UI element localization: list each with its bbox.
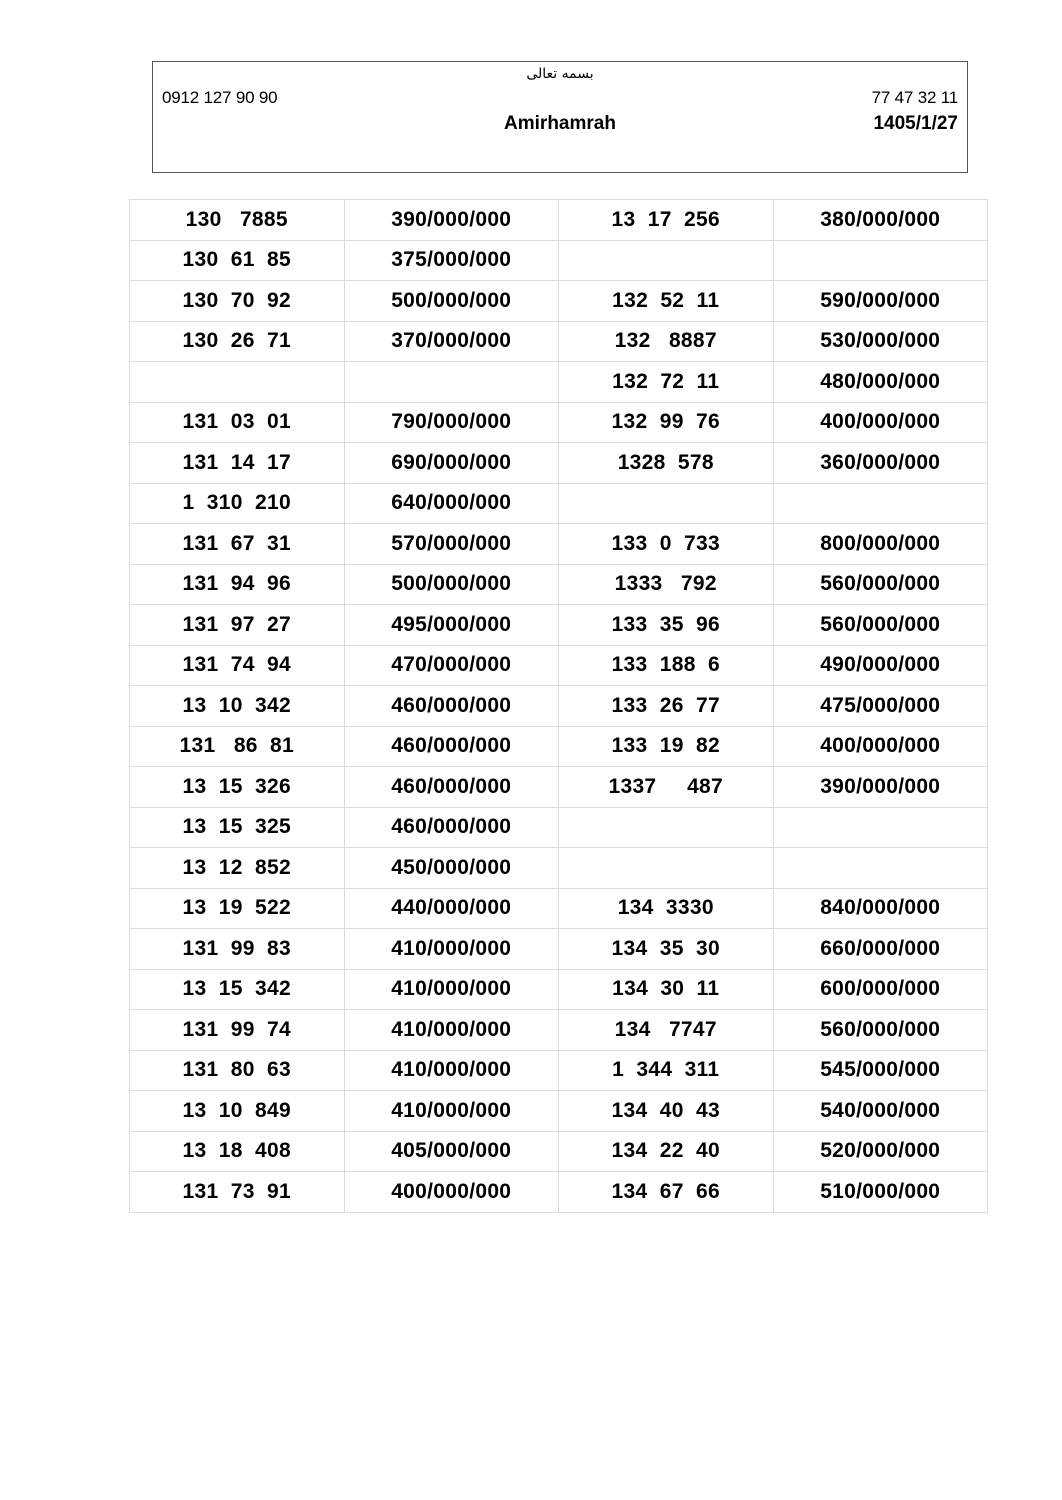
- table-row: [130, 1050, 988, 1091]
- price-cell: 390/000/000: [773, 767, 988, 808]
- table-row: [130, 362, 988, 403]
- price-cell: 570/000/000: [344, 524, 559, 565]
- phone-number-cell: 1333 792: [559, 564, 774, 605]
- table-row: [130, 524, 988, 565]
- phone-number-cell: 131 86 81: [130, 726, 345, 767]
- price-cell: 360/000/000: [773, 443, 988, 484]
- header-box: [152, 61, 968, 173]
- phone-number-cell: 13 12 852: [130, 848, 345, 889]
- price-cell: 800/000/000: [773, 524, 988, 565]
- basmala-heading: بسمه تعالی: [526, 66, 594, 82]
- price-cell: 840/000/000: [773, 888, 988, 929]
- table-row: [130, 1131, 988, 1172]
- phone-number-cell: 131 74 94: [130, 645, 345, 686]
- price-cell: 460/000/000: [344, 686, 559, 727]
- sim-number-price-table: [129, 199, 988, 1213]
- price-cell: 400/000/000: [773, 726, 988, 767]
- phone-number-cell: 13 15 326: [130, 767, 345, 808]
- price-cell: 600/000/000: [773, 969, 988, 1010]
- table-row: [130, 1010, 988, 1051]
- price-cell: 545/000/000: [773, 1050, 988, 1091]
- phone-number-cell: 134 3330: [559, 888, 774, 929]
- phone-number-cell: 131 14 17: [130, 443, 345, 484]
- phone-number-cell: 133 26 77: [559, 686, 774, 727]
- price-cell: 640/000/000: [344, 483, 559, 524]
- price-cell: 470/000/000: [344, 645, 559, 686]
- price-cell: [773, 848, 988, 889]
- table-row: [130, 1091, 988, 1132]
- table-row: [130, 321, 988, 362]
- phone-number-cell: 13 15 325: [130, 807, 345, 848]
- table-row: [130, 726, 988, 767]
- phone-number-cell: 134 67 66: [559, 1172, 774, 1213]
- phone-number-cell: 1337 487: [559, 767, 774, 808]
- table-row: [130, 888, 988, 929]
- phone-number-cell: 13 17 256: [559, 200, 774, 241]
- table-row: [130, 564, 988, 605]
- phone-number-cell: 13 18 408: [130, 1131, 345, 1172]
- phone-number-cell: [559, 848, 774, 889]
- price-cell: 400/000/000: [773, 402, 988, 443]
- phone-number-cell: 131 67 31: [130, 524, 345, 565]
- price-cell: 400/000/000: [344, 1172, 559, 1213]
- price-cell: 790/000/000: [344, 402, 559, 443]
- price-cell: 440/000/000: [344, 888, 559, 929]
- table-row: [130, 240, 988, 281]
- phone-number-cell: 134 30 11: [559, 969, 774, 1010]
- phone-number-cell: 131 73 91: [130, 1172, 345, 1213]
- price-cell: [773, 240, 988, 281]
- price-cell: 405/000/000: [344, 1131, 559, 1172]
- table-row: [130, 605, 988, 646]
- price-cell: 520/000/000: [773, 1131, 988, 1172]
- price-cell: 660/000/000: [773, 929, 988, 970]
- price-cell: 370/000/000: [344, 321, 559, 362]
- phone-number-cell: 130 7885: [130, 200, 345, 241]
- phone-number-cell: 134 7747: [559, 1010, 774, 1051]
- table-row: [130, 686, 988, 727]
- price-cell: 450/000/000: [344, 848, 559, 889]
- phone-number-cell: 131 97 27: [130, 605, 345, 646]
- phone-number-cell: 133 0 733: [559, 524, 774, 565]
- table-row: [130, 807, 988, 848]
- phone-number-cell: [130, 362, 345, 403]
- price-cell: [344, 362, 559, 403]
- phone-number-cell: 1 344 311: [559, 1050, 774, 1091]
- price-cell: 380/000/000: [773, 200, 988, 241]
- phone-number-cell: 132 99 76: [559, 402, 774, 443]
- phone-number-cell: 13 10 849: [130, 1091, 345, 1132]
- price-cell: 500/000/000: [344, 564, 559, 605]
- price-cell: 410/000/000: [344, 969, 559, 1010]
- phone-number-cell: 130 26 71: [130, 321, 345, 362]
- price-cell: 590/000/000: [773, 281, 988, 322]
- phone-number-cell: 131 03 01: [130, 402, 345, 443]
- price-cell: 410/000/000: [344, 1091, 559, 1132]
- phone-number-cell: 131 80 63: [130, 1050, 345, 1091]
- phone-number-cell: 13 10 342: [130, 686, 345, 727]
- price-cell: 475/000/000: [773, 686, 988, 727]
- phone-number-cell: 1 310 210: [130, 483, 345, 524]
- phone-number-cell: 131 99 74: [130, 1010, 345, 1051]
- phone-number-cell: 134 35 30: [559, 929, 774, 970]
- price-cell: 460/000/000: [344, 767, 559, 808]
- table-row: [130, 281, 988, 322]
- phone-number-cell: 13 19 522: [130, 888, 345, 929]
- table-row: [130, 1172, 988, 1213]
- table-row: [130, 402, 988, 443]
- phone-number-cell: 130 61 85: [130, 240, 345, 281]
- phone-number-cell: 13 15 342: [130, 969, 345, 1010]
- phone-number-cell: 133 188 6: [559, 645, 774, 686]
- price-cell: [773, 807, 988, 848]
- price-cell: 460/000/000: [344, 807, 559, 848]
- phone-number-cell: 132 72 11: [559, 362, 774, 403]
- phone-number-cell: 130 70 92: [130, 281, 345, 322]
- phone-number-cell: 131 99 83: [130, 929, 345, 970]
- price-cell: 460/000/000: [344, 726, 559, 767]
- price-cell: 410/000/000: [344, 1010, 559, 1051]
- office-phone-number: 77 47 32 11: [871, 88, 958, 107]
- price-cell: 390/000/000: [344, 200, 559, 241]
- table-row: [130, 969, 988, 1010]
- phone-number-cell: 133 35 96: [559, 605, 774, 646]
- phone-number-cell: 133 19 82: [559, 726, 774, 767]
- price-cell: 690/000/000: [344, 443, 559, 484]
- table-row: [130, 200, 988, 241]
- phone-number-cell: 134 40 43: [559, 1091, 774, 1132]
- price-cell: [773, 483, 988, 524]
- table-row: [130, 645, 988, 686]
- table-body: [130, 200, 988, 1213]
- phone-number-cell: [559, 240, 774, 281]
- price-cell: 410/000/000: [344, 929, 559, 970]
- phone-number-cell: 1328 578: [559, 443, 774, 484]
- price-cell: 480/000/000: [773, 362, 988, 403]
- phone-number-cell: [559, 483, 774, 524]
- document-date: 1405/1/27: [873, 113, 958, 134]
- price-cell: 540/000/000: [773, 1091, 988, 1132]
- price-cell: 560/000/000: [773, 605, 988, 646]
- price-cell: 560/000/000: [773, 564, 988, 605]
- phone-number-cell: [559, 807, 774, 848]
- table-row: [130, 929, 988, 970]
- phone-number-cell: 132 52 11: [559, 281, 774, 322]
- phone-number-cell: 132 8887: [559, 321, 774, 362]
- phone-number-cell: 134 22 40: [559, 1131, 774, 1172]
- price-cell: 375/000/000: [344, 240, 559, 281]
- table-row: [130, 767, 988, 808]
- price-cell: 410/000/000: [344, 1050, 559, 1091]
- mobile-phone-number: 0912 127 90 90: [162, 88, 278, 107]
- phone-number-cell: 131 94 96: [130, 564, 345, 605]
- price-cell: 530/000/000: [773, 321, 988, 362]
- price-cell: 560/000/000: [773, 1010, 988, 1051]
- brand-name: Amirhamrah: [504, 113, 616, 134]
- price-cell: 500/000/000: [344, 281, 559, 322]
- table-row: [130, 443, 988, 484]
- price-cell: 510/000/000: [773, 1172, 988, 1213]
- table-row: [130, 483, 988, 524]
- price-cell: 495/000/000: [344, 605, 559, 646]
- table-row: [130, 848, 988, 889]
- price-cell: 490/000/000: [773, 645, 988, 686]
